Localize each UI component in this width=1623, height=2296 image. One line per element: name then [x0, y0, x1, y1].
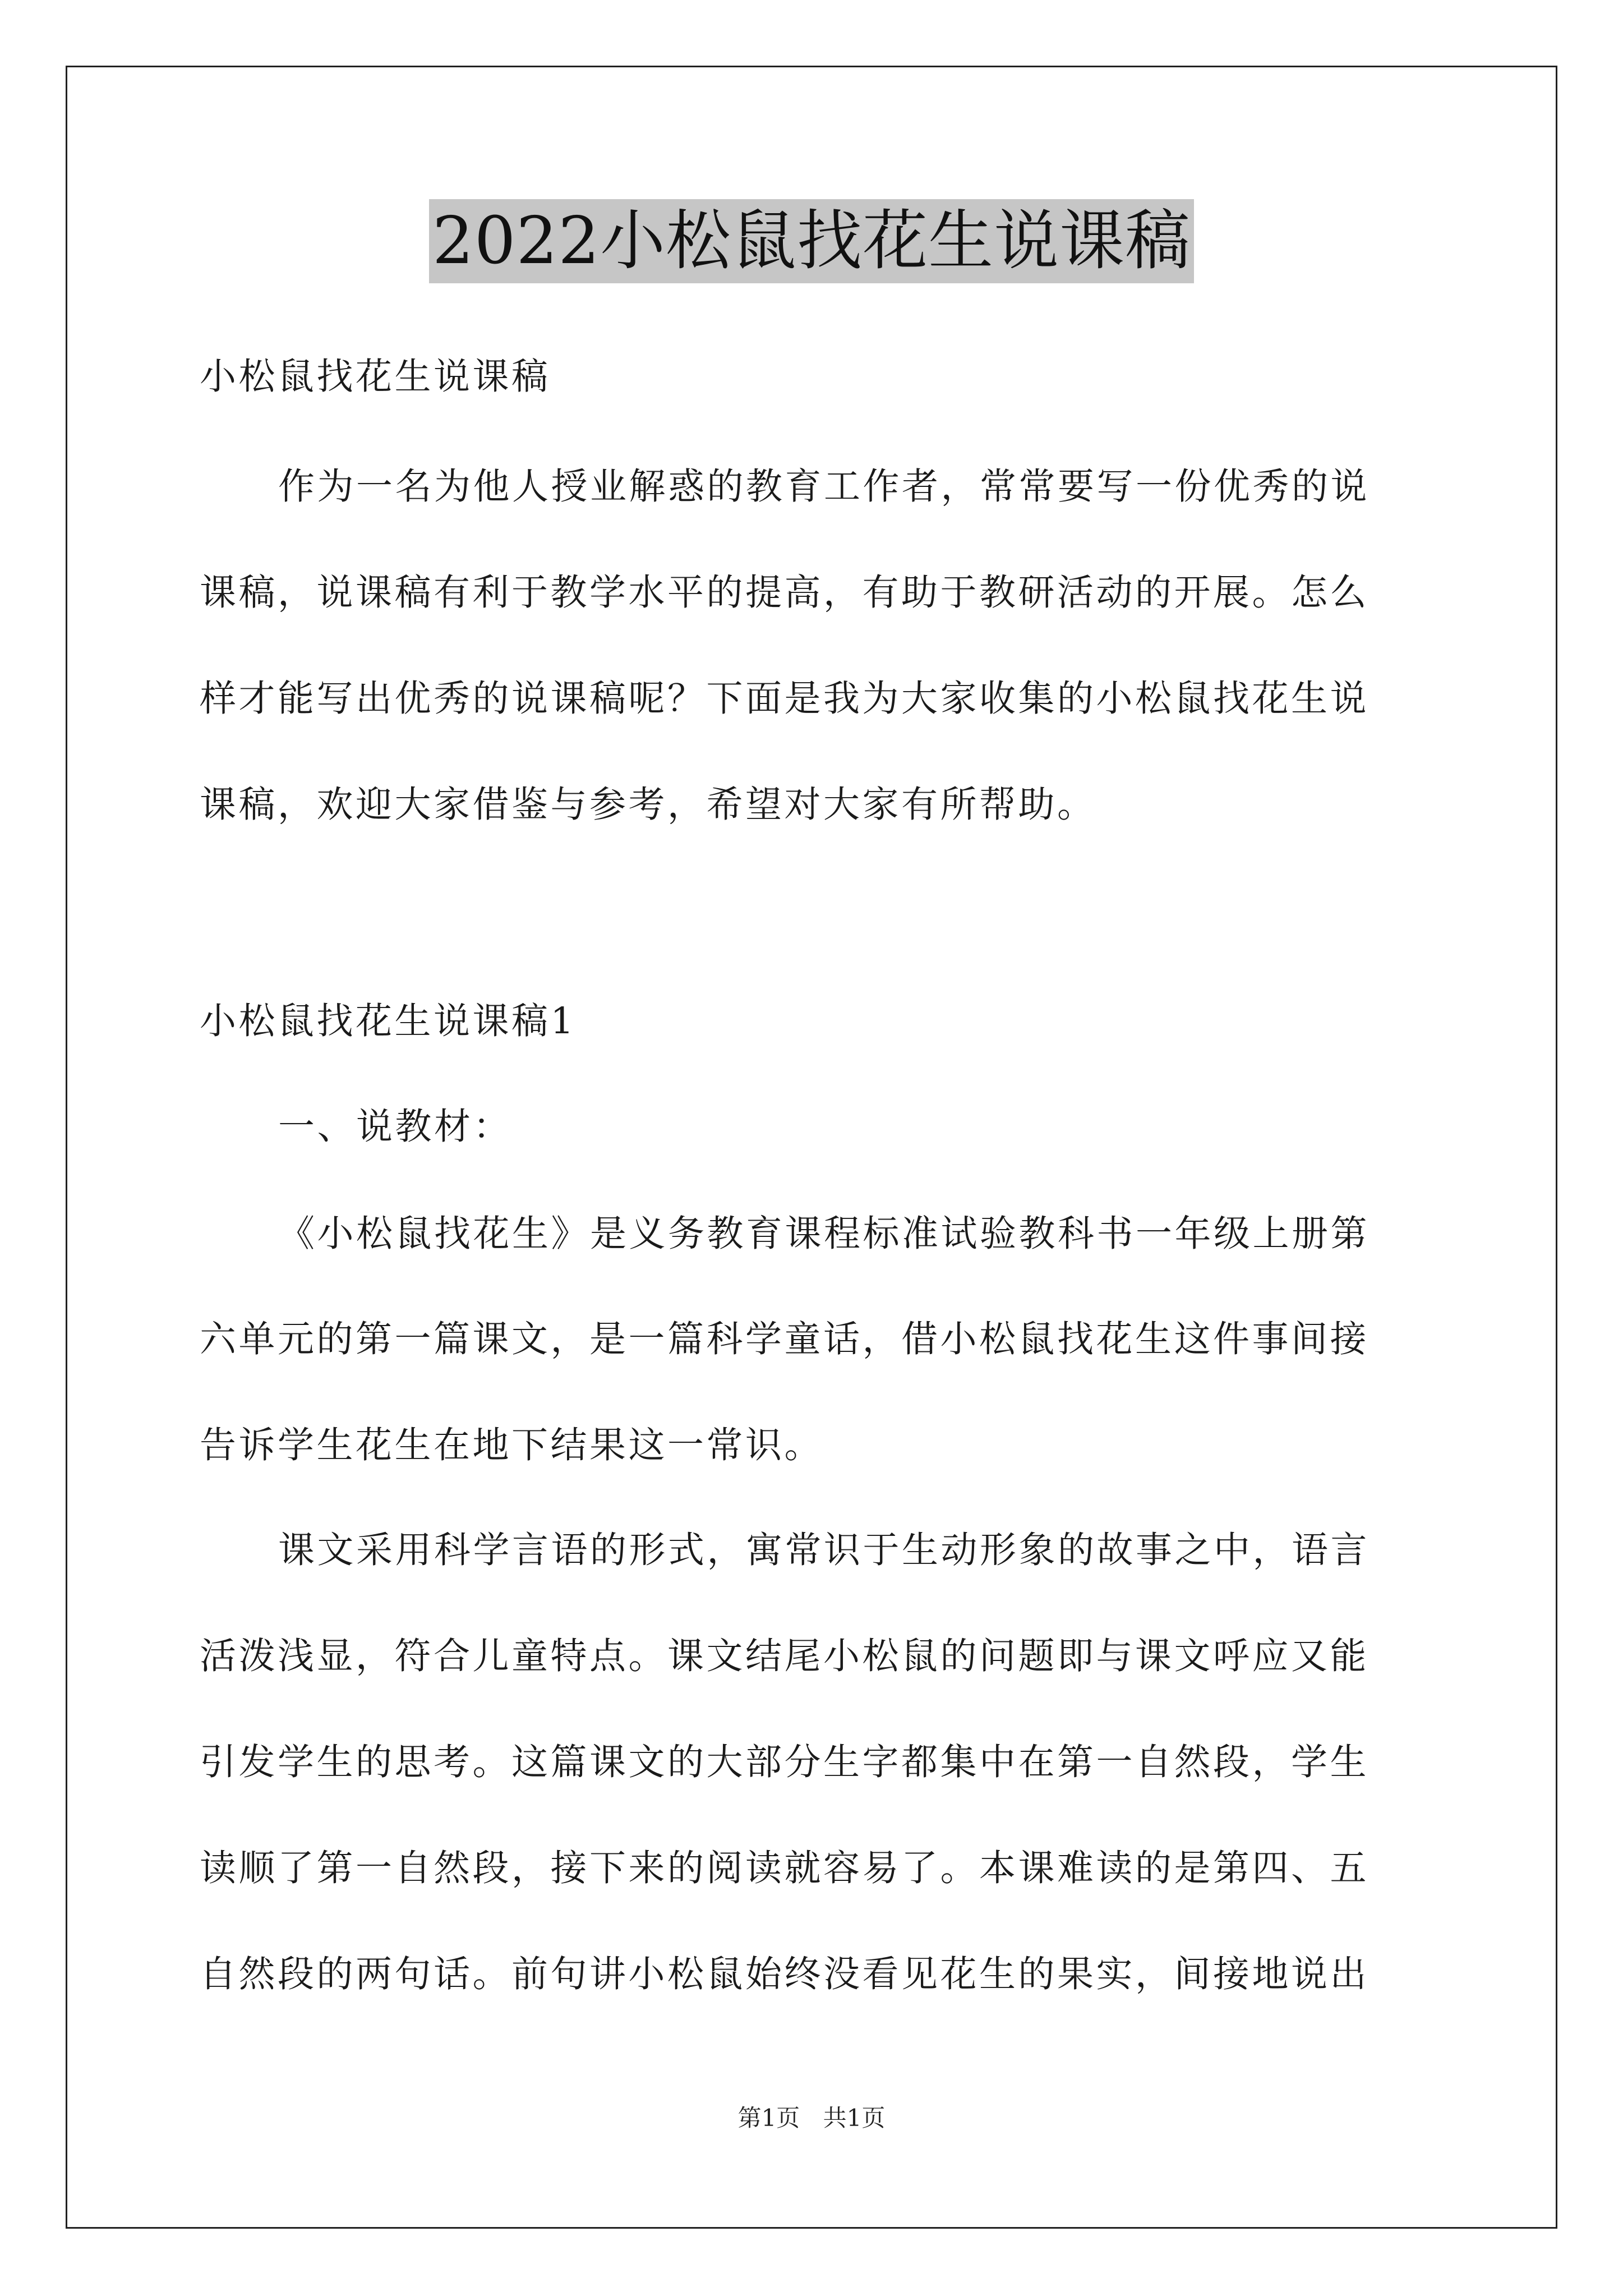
section-heading: 小松鼠找花生说课稿1 — [200, 1000, 577, 1042]
subsection-heading: 一、说教材： — [278, 1106, 513, 1148]
title-container — [0, 199, 1623, 283]
page-footer — [0, 2104, 1623, 2133]
paragraph-line: 引发学生的思考。这篇课文的大部分生字都集中在第一自然段，学生 — [200, 1741, 1370, 1783]
paragraph-line: 课稿，欢迎大家借鉴与参考，希望对大家有所帮助。 — [200, 784, 1096, 826]
paragraph-line: 六单元的第一篇课文，是一篇科学童话，借小松鼠找花生这件事间接 — [200, 1318, 1370, 1360]
page-number-total: 共1页 — [823, 2104, 886, 2132]
paragraph-line: 自然段的两句话。前句讲小松鼠始终没看见花生的果实，间接地说出 — [200, 1953, 1370, 1995]
paragraph-line: 《小松鼠找花生》是义务教育课程标准试验教科书一年级上册第 — [278, 1213, 1370, 1255]
paragraph-line: 课文采用科学言语的形式，寓常识于生动形象的故事之中，语言 — [278, 1529, 1370, 1571]
paragraph-line: 课稿，说课稿有利于教学水平的提高，有助于教研活动的开展。怎么 — [200, 572, 1370, 614]
subtitle-line: 小松鼠找花生说课稿 — [200, 356, 551, 398]
paragraph-line: 告诉学生花生在地下结果这一常识。 — [200, 1424, 824, 1466]
paragraph-line: 活泼浅显，符合儿童特点。课文结尾小松鼠的问题即与课文呼应又能 — [200, 1635, 1370, 1677]
page-number-current: 第1页 — [737, 2104, 800, 2132]
document-title: 2022小松鼠找花生说课稿 — [429, 199, 1194, 283]
paragraph-line: 读顺了第一自然段，接下来的阅读就容易了。本课难读的是第四、五 — [200, 1847, 1370, 1889]
paragraph-line: 作为一名为他人授业解惑的教育工作者，常常要写一份优秀的说 — [278, 466, 1370, 508]
paragraph-line: 样才能写出优秀的说课稿呢？下面是我为大家收集的小松鼠找花生说 — [200, 678, 1370, 720]
